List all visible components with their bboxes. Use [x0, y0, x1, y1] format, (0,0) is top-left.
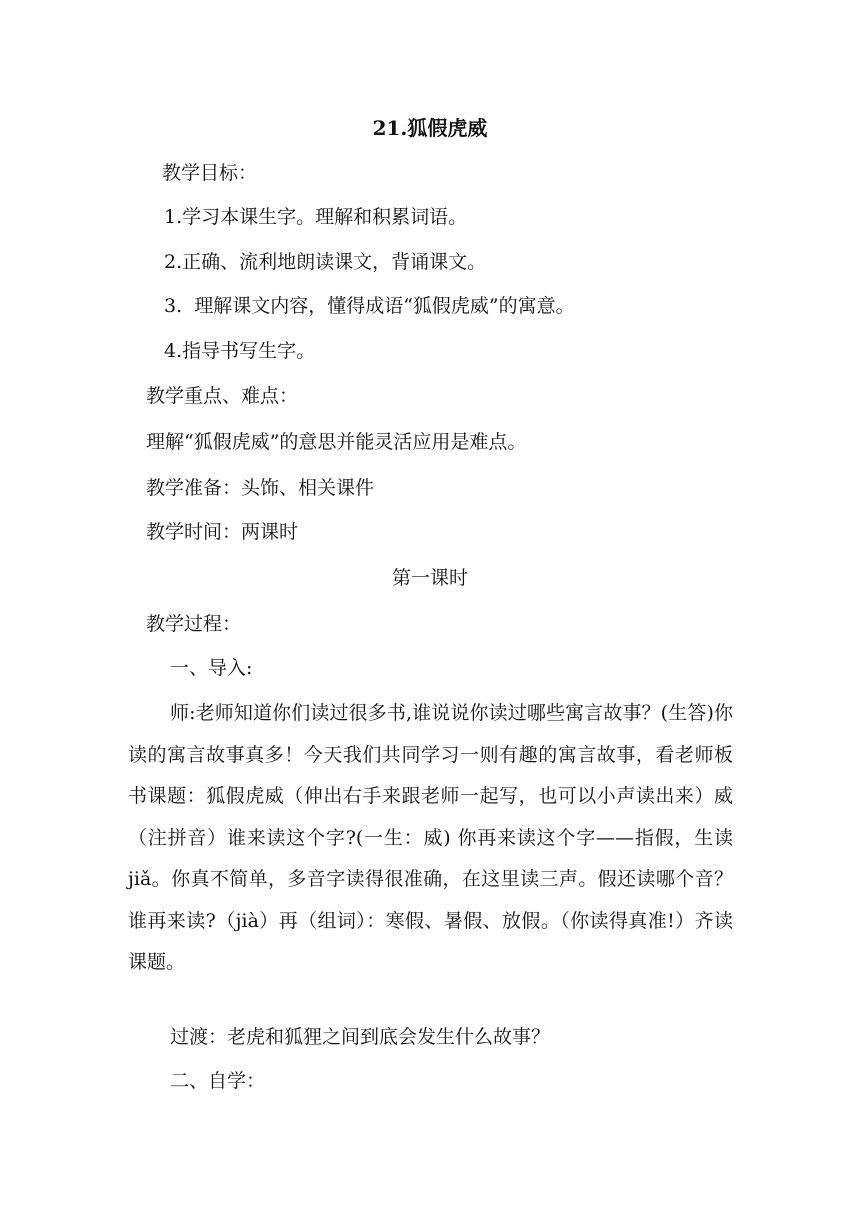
- preparation-line: 教学准备：头饰、相关课件: [146, 477, 375, 499]
- key-points-heading: 教学重点、难点：: [146, 385, 299, 407]
- objective-item-1: 1.学习本课生字。理解和积累词语。: [164, 206, 468, 228]
- transition-line: 过渡：老虎和狐狸之间到底会发生什么故事？: [170, 1026, 551, 1048]
- intro-paragraph: 师:老师知道你们读过很多书,谁说说你读过哪些寓言故事？(生答)你读的寓言故事真多！今天我们共同学习一则有趣的寓言故事，看老师板书课题：狐假虎威（伸出右手来跟老师一起写，也可以小声读出来）威（注拼音）谁来读这个字?(一生：威) 你再来读这个字——指假，生读 jiǎ。你真不简单，多音字读得很准确，在这里读三声。假还读哪个音？谁再来读?（jià）再（组词）：寒假、暑假、放假。（你读得真准!）齐读课题。: [128, 702, 733, 973]
- objective-item-2: 2.正确、流利地朗读课文，背诵课文。: [164, 251, 487, 273]
- section-intro-heading: 一、导入:: [170, 657, 253, 679]
- process-heading: 教学过程：: [146, 613, 242, 635]
- lesson-heading: 第一课时: [391, 567, 468, 589]
- objective-item-3: 3. 理解课文内容，懂得成语“狐假虎威”的寓意。: [164, 295, 575, 317]
- key-points-text: 理解“狐假虎威”的意思并能灵活应用是难点。: [146, 431, 527, 453]
- objectives-heading: 教学目标：: [162, 162, 258, 184]
- section-self-study-heading: 二、自学：: [170, 1070, 266, 1092]
- time-line: 教学时间：两课时: [146, 521, 299, 543]
- document-title: 21.狐假虎威: [372, 116, 488, 140]
- objective-item-4: 4.指导书写生字。: [164, 340, 316, 362]
